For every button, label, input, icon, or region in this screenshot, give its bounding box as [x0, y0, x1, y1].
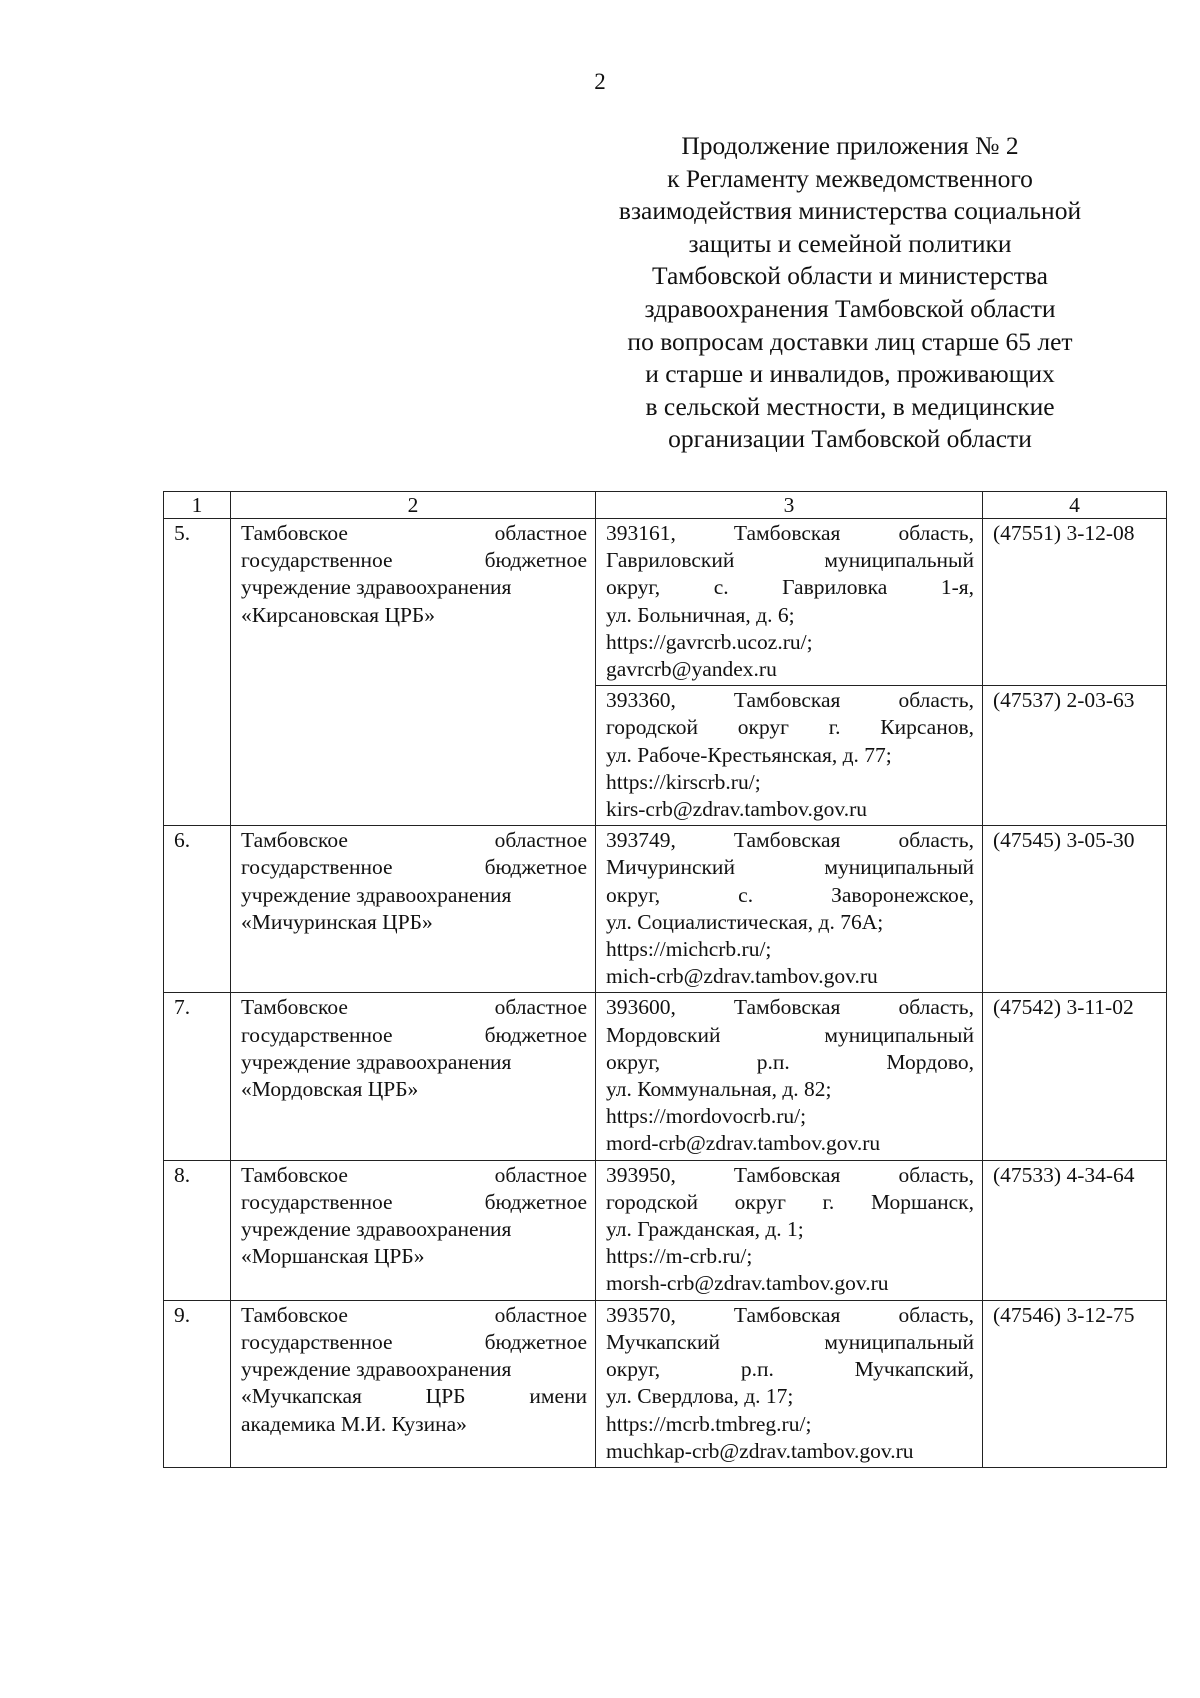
row-number: 5. [164, 519, 231, 826]
text-line: ул. Социалистическая, д. 76А; [606, 909, 884, 934]
text-line: 393360, Тамбовская область, [606, 688, 974, 713]
header-line: взаимодействия министерства социальной [618, 196, 1082, 226]
phone-number: (47537) 2-03-63 [983, 686, 1167, 826]
text-line: «Мучкапская ЦРБ имени [241, 1384, 587, 1409]
text-line: академика М.И. Кузина» [241, 1411, 467, 1436]
column-header: 1 [164, 492, 231, 519]
column-header: 3 [596, 492, 983, 519]
organization-name [231, 993, 596, 1160]
text-line: Тамбовское областное [241, 521, 587, 545]
table-row [164, 1160, 1167, 1300]
text-line: «Кирсановская ЦРБ» [241, 602, 436, 627]
row-number: 6. [164, 826, 231, 993]
text-line: округ, р.п. Мордово, [606, 1049, 974, 1074]
table-row [164, 826, 1167, 993]
address [596, 1300, 983, 1467]
email-link[interactable]: gavrcrb@yandex.ru [606, 657, 777, 682]
email-link[interactable]: mord-crb@zdrav.tambov.gov.ru [606, 1131, 881, 1156]
address [596, 993, 983, 1160]
text-line: Мичуринский муниципальный [606, 855, 974, 880]
website-link[interactable]: https://m-crb.ru/; [606, 1244, 753, 1269]
header-line: и старше и инвалидов, проживающих [645, 359, 1055, 389]
text-line: государственное бюджетное [241, 1189, 587, 1214]
text-line: 393600, Тамбовская область, [606, 995, 974, 1020]
header-line: Тамбовской области и министерства [652, 261, 1048, 291]
website-link[interactable]: https://kirscrb.ru/; [606, 769, 761, 794]
website-link[interactable]: https://mordovocrb.ru/; [606, 1104, 807, 1129]
text-line: Тамбовское областное [241, 1162, 587, 1187]
text-line: учреждение здравоохранения [241, 882, 512, 907]
text-line: учреждение здравоохранения [241, 1049, 512, 1074]
email-link[interactable]: kirs-crb@zdrav.tambov.gov.ru [606, 797, 867, 822]
address [596, 686, 983, 826]
text-line: учреждение здравоохранения [241, 1357, 512, 1382]
text-line: «Мичуринская ЦРБ» [241, 909, 433, 934]
text-line: городской округ г. Моршанск, [606, 1189, 974, 1214]
table-header-row [164, 492, 1167, 519]
text-line: Мордовский муниципальный [606, 1022, 974, 1047]
email-link[interactable]: mich-crb@zdrav.tambov.gov.ru [606, 964, 878, 989]
row-number: 9. [164, 1300, 231, 1467]
organization-name [231, 1300, 596, 1467]
text-line: государственное бюджетное [241, 1022, 587, 1047]
address [596, 826, 983, 993]
header-line: Продолжение приложения № 2 [681, 131, 1019, 160]
text-line: ул. Свердлова, д. 17; [606, 1384, 794, 1409]
text-line: ул. Гражданская, д. 1; [606, 1217, 804, 1242]
header-line: в сельской местности, в медицинские [645, 391, 1055, 421]
text-line: Тамбовское областное [241, 1302, 587, 1327]
text-line: «Мордовская ЦРБ» [241, 1077, 419, 1102]
organization-name [231, 826, 596, 993]
text-line: округ, р.п. Мучкапский, [606, 1357, 974, 1382]
text-line: государственное бюджетное [241, 855, 587, 880]
header-line: по вопросам доставки лиц старше 65 лет [627, 326, 1073, 356]
text-line: ул. Рабоче-Крестьянская, д. 77; [606, 742, 892, 767]
table-row [164, 993, 1167, 1160]
row-number: 8. [164, 1160, 231, 1300]
text-line: Тамбовское областное [241, 828, 587, 853]
table-row [164, 519, 1167, 686]
phone-number: (47545) 3-05-30 [983, 826, 1167, 993]
text-line: 393161, Тамбовская область, [606, 521, 974, 545]
text-line: 393950, Тамбовская область, [606, 1162, 974, 1187]
text-line: 393570, Тамбовская область, [606, 1302, 974, 1327]
column-header: 2 [231, 492, 596, 519]
header-line: к Регламенту межведомственного [667, 163, 1033, 193]
text-line: ул. Коммунальная, д. 82; [606, 1077, 832, 1102]
header-line: здравоохранения Тамбовской области [644, 293, 1056, 323]
phone-number: (47542) 3-11-02 [983, 993, 1167, 1160]
organization-name [231, 1160, 596, 1300]
text-line: учреждение здравоохранения [241, 575, 512, 600]
email-link[interactable]: muchkap-crb@zdrav.tambov.gov.ru [606, 1438, 914, 1463]
text-line: ул. Больничная, д. 6; [606, 602, 795, 627]
header-line: защиты и семейной политики [688, 228, 1012, 258]
document-header [590, 130, 1110, 456]
table-row [164, 1300, 1167, 1467]
column-header: 4 [983, 492, 1167, 519]
website-link[interactable]: https://mcrb.tmbreg.ru/; [606, 1411, 812, 1436]
header-line: организации Тамбовской области [668, 424, 1032, 454]
text-line: государственное бюджетное [241, 548, 587, 573]
organization-name [231, 519, 596, 826]
text-line: 393749, Тамбовская область, [606, 828, 974, 853]
address [596, 519, 983, 686]
text-line: Мучкапский муниципальный [606, 1329, 974, 1354]
website-link[interactable]: https://michcrb.ru/; [606, 937, 772, 962]
text-line: государственное бюджетное [241, 1329, 587, 1354]
row-number: 7. [164, 993, 231, 1160]
organizations-table [163, 491, 1167, 1468]
text-line: учреждение здравоохранения [241, 1217, 512, 1242]
text-line: Гавриловский муниципальный [606, 548, 974, 573]
text-line: Тамбовское областное [241, 995, 587, 1020]
text-line: городской округ г. Кирсанов, [606, 715, 974, 740]
text-line: «Моршанская ЦРБ» [241, 1244, 425, 1269]
website-link[interactable]: https://gavrcrb.ucoz.ru/; [606, 629, 813, 654]
text-line: округ, с. Заворонежское, [606, 882, 974, 907]
address [596, 1160, 983, 1300]
phone-number: (47546) 3-12-75 [983, 1300, 1167, 1467]
email-link[interactable]: morsh-crb@zdrav.tambov.gov.ru [606, 1271, 889, 1296]
phone-number: (47533) 4-34-64 [983, 1160, 1167, 1300]
phone-number: (47551) 3-12-08 [983, 519, 1167, 686]
text-line: округ, с. Гавриловка 1-я, [606, 575, 974, 600]
page-number: 2 [594, 69, 606, 94]
